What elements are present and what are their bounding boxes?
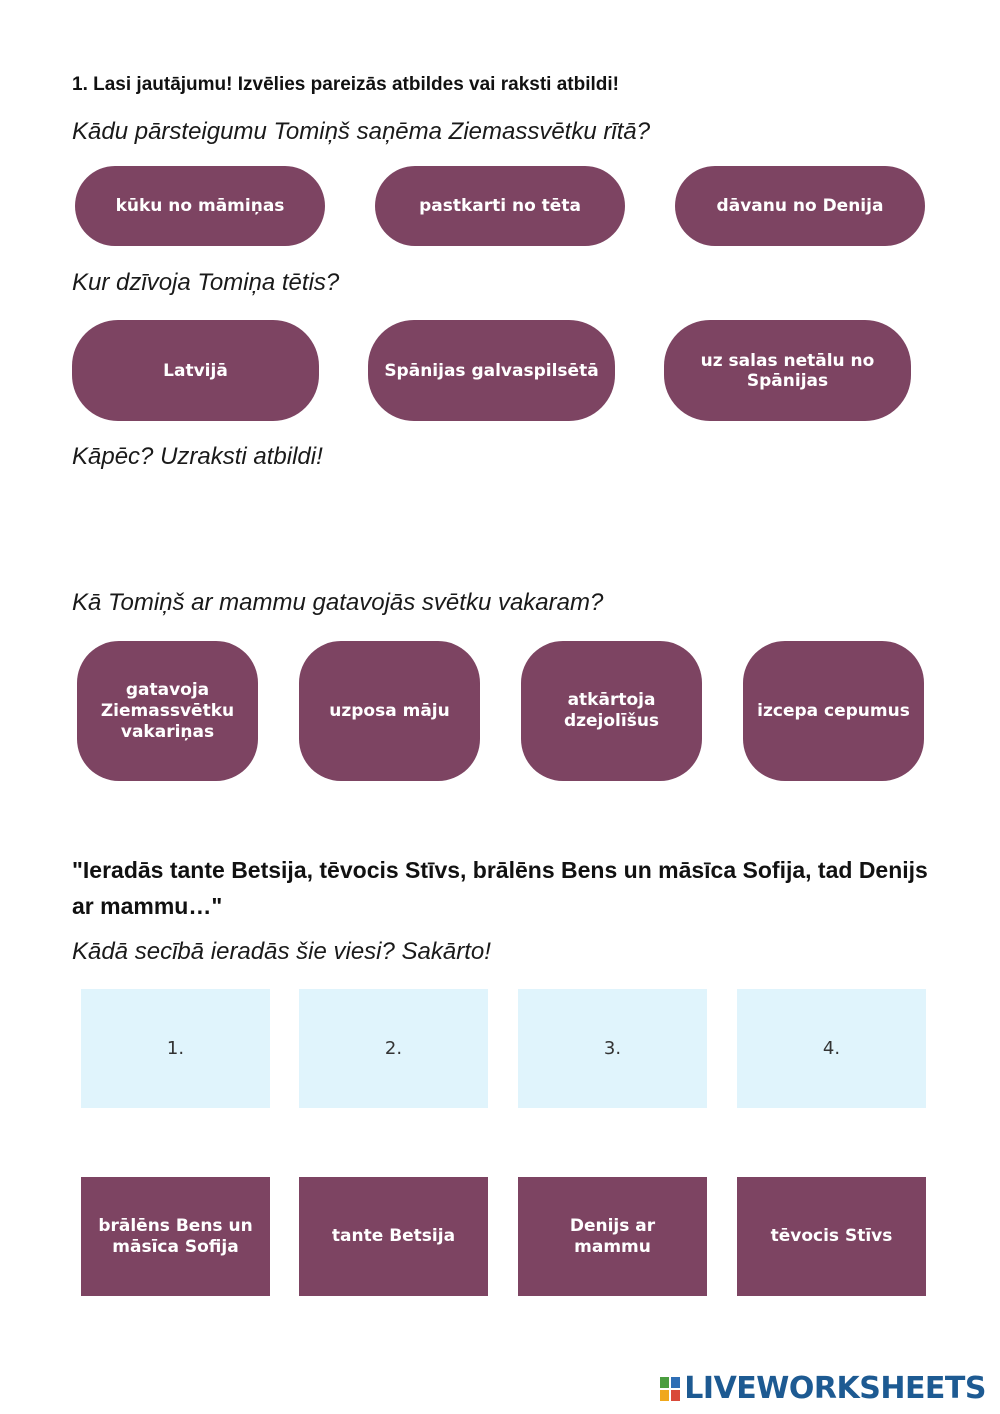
option-poems[interactable]: atkārtoja dzejolīšus	[521, 641, 702, 781]
option-cookies[interactable]: izcepa cepumus	[743, 641, 924, 781]
drop-slot-2[interactable]: 2.	[299, 989, 488, 1108]
option-dinner[interactable]: gatavoja Ziemassvētku vakariņas	[77, 641, 258, 781]
question-father-location: Kur dzīvoja Tomiņa tētis?	[72, 269, 340, 296]
drop-slot-4[interactable]: 4.	[737, 989, 926, 1108]
option-gift[interactable]: dāvanu no Denija	[675, 166, 925, 246]
logo-mark-icon	[660, 1377, 680, 1401]
drop-slot-3[interactable]: 3.	[518, 989, 707, 1108]
option-island[interactable]: uz salas netālu no Spānijas	[664, 320, 911, 421]
liveworksheets-logo	[660, 1371, 986, 1406]
question-surprise: Kādu pārsteigumu Tomiņš saņēma Ziemassvētku rītā?	[72, 118, 651, 145]
story-quote: "Ieradās tante Betsija, tēvocis Stīvs, brālēns Bens un māsīca Sofija, tad Denijs ar mammu…"	[72, 857, 928, 919]
drag-item-aunt[interactable]: tante Betsija	[299, 1177, 488, 1296]
option-latvia[interactable]: Latvijā	[72, 320, 319, 421]
question-preparation: Kā Tomiņš ar mammu gatavojās svētku vakaram?	[72, 589, 604, 616]
option-cake[interactable]: kūku no māmiņas	[75, 166, 325, 246]
instruction: 1. Lasi jautājumu! Izvēlies pareizās atbildes vai raksti atbildi!	[72, 74, 619, 95]
question-order: Kādā secībā ieradās šie viesi? Sakārto!	[72, 938, 491, 965]
option-decorate[interactable]: uzposa māju	[299, 641, 480, 781]
option-capital[interactable]: Spānijas galvaspilsētā	[368, 320, 615, 421]
drag-item-cousins[interactable]: brālēns Bens un māsīca Sofija	[81, 1177, 270, 1296]
drag-item-uncle[interactable]: tēvocis Stīvs	[737, 1177, 926, 1296]
answer-input-area[interactable]	[72, 482, 928, 570]
logo-text: LIVEWORKSHEETS	[684, 1371, 986, 1406]
question-why: Kāpēc? Uzraksti atbildi!	[72, 443, 323, 470]
drop-slot-1[interactable]: 1.	[81, 989, 270, 1108]
option-postcard[interactable]: pastkarti no tēta	[375, 166, 625, 246]
drag-item-denijs[interactable]: Denijs ar mammu	[518, 1177, 707, 1296]
